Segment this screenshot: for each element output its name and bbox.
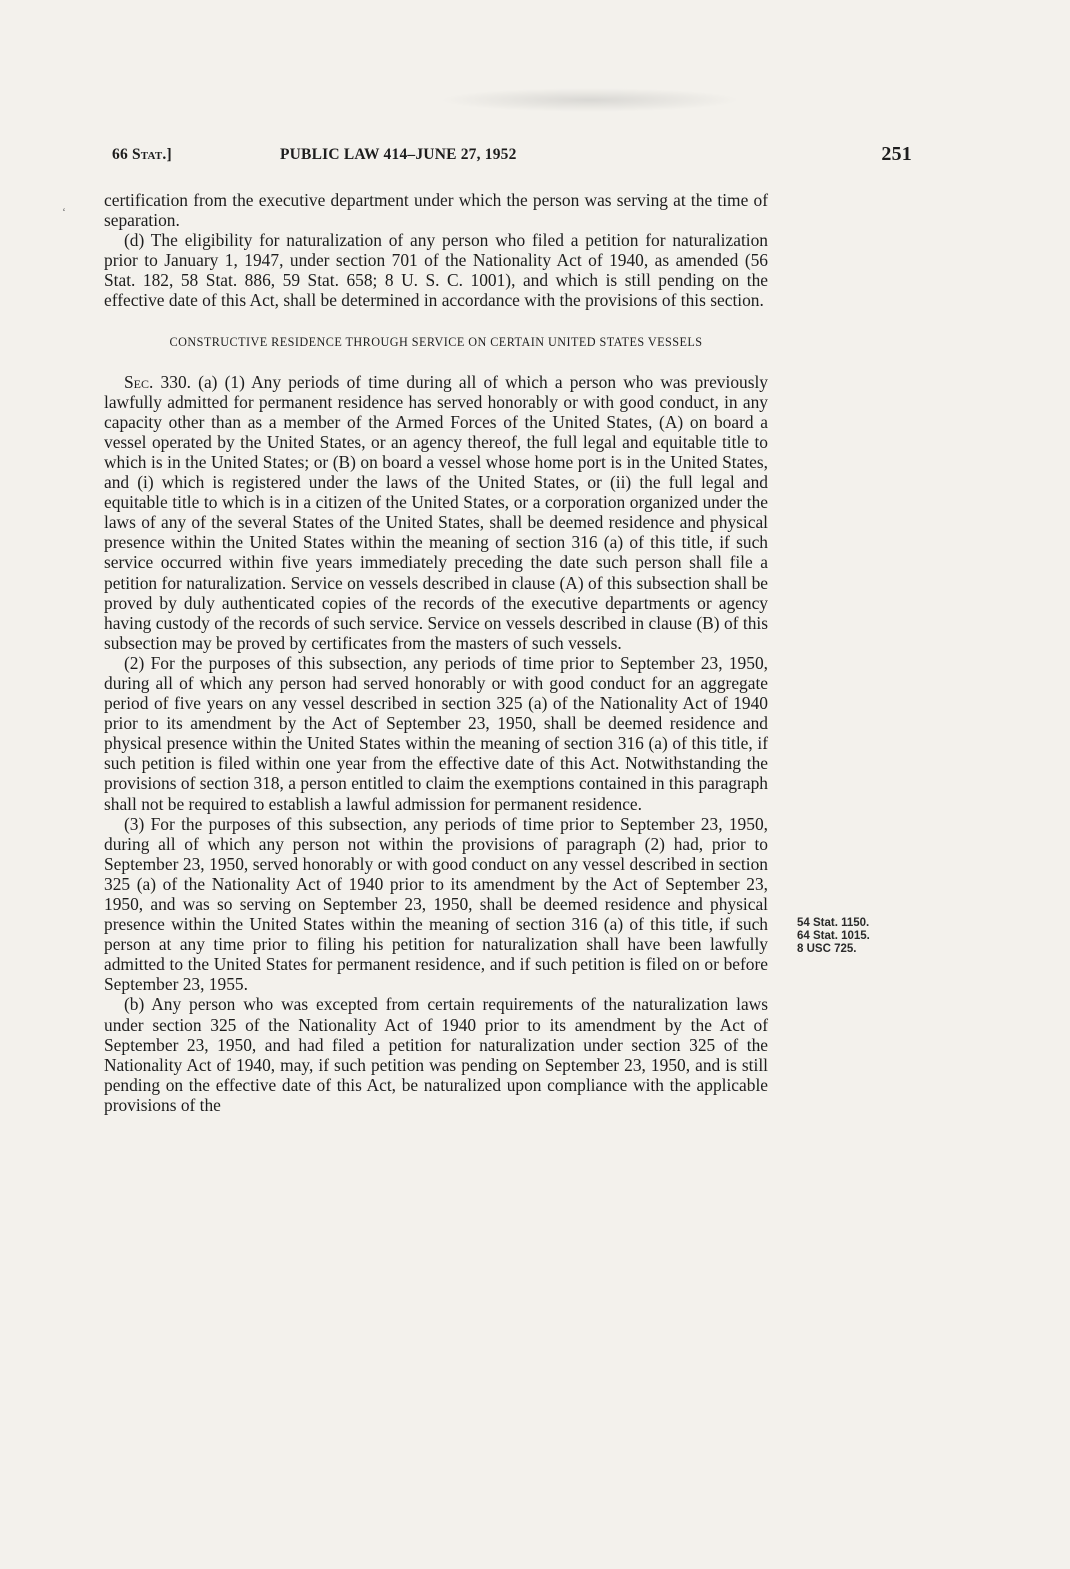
margin-tick-mark: ‘ xyxy=(62,205,66,219)
scan-smudge xyxy=(440,88,740,112)
paragraph-b: (b) Any person who was excepted from certain requirements of the naturalization laws under section 325 of the Nationality Act of 1940 prior to its amendment by the Act of September 23, 1950, and had filed a petition for naturalization under section 325 of the Nationality Act of 1940, may, if such petition was pending on September 23, 1950, and is still pending on the effective date of this Act, be naturalized upon compliance with the applicable provisions of the xyxy=(104,994,768,1115)
header-statute-reference: 66 Stat.] xyxy=(112,146,172,163)
paragraph-subsection-d: (d) The eligibility for naturalization of any person who filed a petition for naturalization prior to January 1, 1947, under section 701 of the Nationality Act of 1940, as amended (56 Stat. 182, 58 Stat. 886, 59 Stat. 658; 8 U. S. C. 1001), and which is still pending on the effective date of this Act, shall be determined in accordance with the provisions of this section. xyxy=(104,230,768,311)
paragraph-a-2: (2) For the purposes of this subsection, any periods of time prior to September 23, 1950, during all of which any person had served honorably or with good conduct for an aggregate period of five years on any vessel described in section 325 (a) of the Nationality Act of 1940 prior to its amendment by the Act of September 23, 1950, shall be deemed residence and physical presence within the United States within the meaning of section 316 (a) of this title, if such petition is filed within one year from the effective date of this Act. Notwithstanding the provisions of section 318, a person entitled to claim the exemptions contained in this paragraph shall not be required to establish a lawful admission for permanent residence. xyxy=(104,652,768,814)
header-title: PUBLIC LAW 414–JUNE 27, 1952 xyxy=(280,146,517,163)
margin-citation: 54 Stat. 1150. xyxy=(797,917,870,929)
running-header xyxy=(112,143,912,170)
paragraph-sec-330-a-1 xyxy=(104,372,768,653)
margin-citation: 64 Stat. 1015. xyxy=(797,930,870,942)
section-heading: CONSTRUCTIVE RESIDENCE THROUGH SERVICE ON CERTAIN UNITED STATES VESSELS xyxy=(169,334,703,349)
body-text xyxy=(104,190,768,1115)
sec-label: Sec. xyxy=(124,371,154,392)
page-number: 251 xyxy=(881,143,912,165)
paragraph-sec-330-a-1-text: 330. (a) (1) Any periods of time during all of which a person who was previously lawfully admitted for permanent residence has served honorably or with good conduct, in any capacity other than as a member of the Armed Forces of the United States, (A) on board a vessel operated by the United States, or an agency thereof, the full legal and equitable title to which is in the United States; or (B) on board a vessel whose home port is in the United States, and (i) which is registered under the laws of the United States, or (ii) the full legal and equitable title to which is in a citizen of the United States, or a corporation organized under the laws of any of the several States of the United States, shall be deemed residence and physical presence within the United States within the meaning of section 316 (a) of this title, if such service occurred within five years immediately preceding the date such person shall file a petition for naturalization. Service on vessels described in clause (A) of this subsection shall be proved by duly authenticated copies of the records of the executive departments or agency having custody of the records of such service. Service on vessels described in clause (B) of this subsection may be proved by certificates from the masters of such vessels. xyxy=(104,371,769,653)
paragraph-continuation: certification from the executive department under which the person was serving at the time of separation. xyxy=(104,190,768,231)
margin-citation: 8 USC 725. xyxy=(797,943,857,955)
paragraph-a-3: (3) For the purposes of this subsection, any periods of time prior to September 23, 1950, during all of which any person not within the provisions of paragraph (2) had, prior to September 23, 1950, served honorably or with good conduct on any vessel described in section 325 (a) of the Nationality Act of 1940 prior to its amendment by the Act of September 23, 1950, and was so serving on September 23, 1950, shall be deemed residence and physical presence within the United States within the meaning of section 316 (a) of this title, if such person at any time prior to filing his petition for naturalization shall have been lawfully admitted to the United States for permanent residence, and if such petition is filed on or before September 23, 1955. xyxy=(104,813,768,995)
margin-citations xyxy=(797,917,907,956)
